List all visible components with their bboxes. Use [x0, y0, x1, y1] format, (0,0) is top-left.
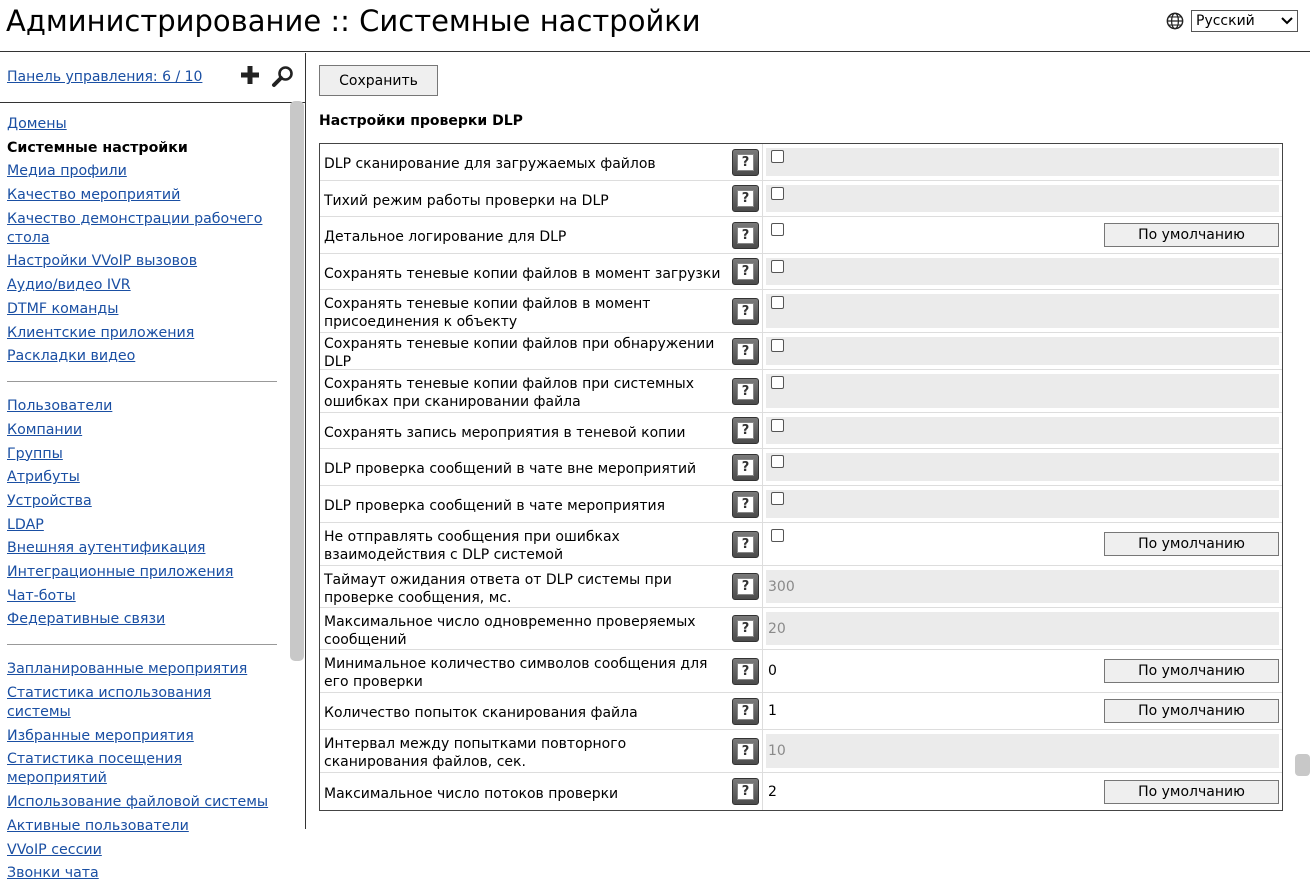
setting-value-cell — [763, 144, 1282, 180]
help-glyph: ? — [737, 303, 754, 320]
sidebar-item[interactable]: Медиа профили — [7, 163, 127, 180]
help-cell — [729, 413, 763, 448]
setting-label: Количество попыток сканирования файла — [324, 705, 638, 721]
setting-row — [320, 773, 1282, 810]
disabled-field — [766, 612, 1279, 645]
help-cell — [729, 523, 763, 565]
help-icon[interactable] — [732, 491, 759, 518]
sidebar-item[interactable]: Раскладки видео — [7, 348, 136, 365]
disabled-field — [766, 374, 1279, 408]
help-glyph: ? — [737, 263, 754, 280]
setting-row — [320, 254, 1282, 290]
help-icon[interactable] — [732, 573, 759, 600]
dashboard-link[interactable]: Панель управления: 6 / 10 — [7, 69, 203, 85]
setting-value-cell — [763, 370, 1282, 412]
dashboard-row — [0, 53, 305, 103]
setting-row — [320, 730, 1282, 773]
setting-row — [320, 413, 1282, 449]
sidebar-item[interactable]: Использование файловой системы — [7, 794, 269, 811]
help-cell — [729, 486, 763, 522]
help-icon[interactable] — [732, 222, 759, 249]
help-cell — [729, 333, 763, 369]
help-glyph: ? — [737, 227, 754, 244]
help-glyph: ? — [737, 743, 754, 760]
help-glyph: ? — [737, 783, 754, 800]
help-glyph: ? — [737, 422, 754, 439]
sidebar-item[interactable]: Статистика использования системы — [7, 685, 212, 721]
default-button[interactable]: По умолчанию — [1104, 780, 1279, 804]
help-glyph: ? — [737, 383, 754, 400]
setting-value-cell — [763, 730, 1282, 772]
language-select[interactable] — [1191, 10, 1298, 32]
help-cell — [729, 370, 763, 412]
setting-label: DLP сканирование для загружаемых файлов — [324, 156, 656, 172]
help-glyph: ? — [737, 459, 754, 476]
setting-label: Сохранять теневые копии файлов при обнаружении DLP — [324, 336, 715, 370]
setting-row — [320, 650, 1282, 693]
setting-label: Минимальное количество символов сообщения для его проверки — [324, 656, 708, 690]
setting-label: Детальное логирование для DLP — [324, 229, 567, 245]
help-cell — [729, 608, 763, 649]
help-icon[interactable] — [732, 658, 759, 685]
help-icon[interactable] — [732, 149, 759, 176]
setting-checkbox[interactable] — [771, 223, 784, 236]
sidebar-item[interactable]: Внешняя аутентификация — [7, 540, 206, 557]
help-icon[interactable] — [732, 454, 759, 481]
setting-number-input: 20 — [768, 620, 786, 637]
setting-row — [320, 333, 1282, 370]
setting-value-cell — [763, 608, 1282, 649]
nav-divider — [7, 381, 277, 382]
sidebar-item[interactable]: Качество мероприятий — [7, 187, 181, 204]
sidebar-item[interactable]: Избранные мероприятия — [7, 727, 194, 744]
setting-label: Тихий режим работы проверки на DLP — [324, 192, 609, 209]
sidebar-item[interactable]: Качество демонстрации рабочего стола — [7, 210, 263, 246]
sidebar-scrollbar[interactable] — [290, 101, 304, 661]
setting-label: Таймаут ожидания ответа от DLP системы при проверке сообщения, мс. — [324, 571, 672, 606]
sidebar-item[interactable]: VVoIP сессии — [7, 841, 102, 858]
help-glyph: ? — [737, 703, 754, 720]
sidebar-item[interactable]: Аудио/видео IVR — [7, 277, 131, 294]
help-icon[interactable] — [732, 378, 759, 405]
setting-row — [320, 693, 1282, 730]
setting-label: Максимальное число одновременно проверяемых сообщений — [324, 613, 696, 648]
help-glyph: ? — [737, 343, 754, 360]
help-cell — [729, 449, 763, 485]
default-button[interactable]: По умолчанию — [1104, 659, 1279, 683]
setting-label: DLP проверка сообщений в чате мероприятия — [324, 498, 666, 514]
sidebar-item[interactable]: DTMF команды — [7, 300, 119, 317]
setting-number-input[interactable]: 0 — [768, 663, 777, 679]
default-button[interactable]: По умолчанию — [1104, 532, 1279, 556]
setting-checkbox[interactable] — [771, 150, 784, 163]
help-cell — [729, 730, 763, 772]
setting-label: Сохранять теневые копии файлов при системных ошибках при сканировании файла — [324, 376, 695, 410]
sidebar-item[interactable]: LDAP — [7, 516, 44, 533]
setting-label: Максимальное число потоков проверки — [324, 785, 619, 802]
setting-row — [320, 523, 1282, 566]
sidebar-item[interactable]: Федеративные связи — [7, 611, 166, 628]
setting-label: Сохранять запись мероприятия в теневой копии — [324, 424, 686, 441]
setting-row — [320, 290, 1282, 333]
setting-value-cell — [763, 773, 1282, 810]
help-glyph: ? — [737, 620, 754, 637]
default-button[interactable]: По умолчанию — [1104, 699, 1279, 723]
disabled-field — [766, 294, 1279, 328]
sidebar-item[interactable]: Устройства — [7, 492, 92, 509]
setting-row — [320, 370, 1282, 413]
help-icon[interactable] — [732, 698, 759, 725]
sidebar-item[interactable]: Чат-боты — [7, 587, 76, 604]
help-cell — [729, 650, 763, 692]
setting-value-cell — [763, 523, 1282, 565]
nav-group-statistics — [0, 660, 290, 883]
sidebar-item[interactable]: Группы — [7, 445, 63, 462]
sidebar-item[interactable]: Клиентские приложения — [7, 324, 195, 341]
sidebar-item[interactable]: Запланированные мероприятия — [7, 661, 248, 678]
help-icon[interactable] — [732, 531, 759, 558]
help-icon[interactable] — [732, 338, 759, 365]
settings-table — [319, 143, 1283, 811]
setting-value-cell — [763, 449, 1282, 485]
setting-row — [320, 449, 1282, 486]
language-selector-wrap — [1166, 10, 1298, 32]
main-content — [306, 53, 1310, 829]
disabled-field — [766, 337, 1279, 365]
setting-row — [320, 486, 1282, 523]
setting-label: DLP проверка сообщений в чате вне мероприятий — [324, 461, 697, 477]
section-title: Настройки проверки DLP — [319, 113, 523, 129]
setting-number-input: 10 — [768, 743, 786, 759]
setting-label: Сохранять теневые копии файлов в момент присоединения к объекту — [324, 296, 651, 330]
help-cell — [729, 144, 763, 180]
sidebar-item[interactable]: Статистика посещения мероприятий — [7, 751, 183, 787]
setting-checkbox[interactable] — [771, 492, 784, 505]
disabled-field — [766, 490, 1279, 518]
setting-row — [320, 608, 1282, 650]
search-icon[interactable] — [272, 65, 294, 87]
setting-checkbox[interactable] — [771, 529, 784, 542]
help-cell — [729, 217, 763, 253]
help-glyph: ? — [737, 190, 754, 207]
setting-value-cell — [763, 486, 1282, 522]
setting-number-input[interactable]: 1 — [768, 703, 777, 719]
help-icon[interactable] — [732, 615, 759, 642]
chevron-down-icon — [1280, 16, 1294, 26]
setting-checkbox[interactable] — [771, 455, 784, 468]
save-button[interactable]: Сохранить — [319, 65, 438, 96]
setting-label: Не отправлять сообщения при ошибках взаимодействия с DLP системой — [324, 529, 620, 563]
page-header — [0, 0, 1310, 52]
help-cell — [729, 254, 763, 289]
setting-checkbox[interactable] — [771, 260, 784, 273]
globe-icon — [1166, 12, 1184, 30]
help-cell — [729, 566, 763, 607]
disabled-field — [766, 417, 1279, 444]
sidebar-item[interactable]: Интеграционные приложения — [7, 564, 234, 580]
disabled-field — [766, 185, 1279, 212]
help-cell — [729, 693, 763, 729]
setting-row — [320, 181, 1282, 217]
help-icon[interactable] — [732, 298, 759, 325]
sidebar-item[interactable]: Домены — [7, 116, 67, 132]
setting-row — [320, 566, 1282, 608]
help-icon[interactable] — [732, 417, 759, 444]
help-icon[interactable] — [732, 778, 759, 805]
setting-value-cell — [763, 650, 1282, 692]
main-scrollbar[interactable] — [1295, 754, 1310, 776]
help-icon[interactable] — [732, 258, 759, 285]
help-icon[interactable] — [732, 185, 759, 212]
sidebar-item[interactable]: Звонки чата — [7, 865, 99, 882]
setting-row — [320, 144, 1282, 181]
setting-label: Сохранять теневые копии файлов в момент загрузки — [324, 265, 721, 282]
setting-value-cell — [763, 693, 1282, 729]
help-glyph: ? — [737, 536, 754, 553]
setting-row — [320, 217, 1282, 254]
help-cell — [729, 181, 763, 216]
nav-group-settings — [0, 103, 290, 366]
setting-number-input: 300 — [768, 578, 795, 595]
help-icon[interactable] — [732, 738, 759, 765]
sidebar-item[interactable]: Системные настройки — [7, 139, 188, 156]
setting-checkbox[interactable] — [771, 339, 784, 352]
nav-group-users — [0, 397, 290, 629]
language-select-value: Русский — [1196, 13, 1255, 29]
disabled-field — [766, 570, 1279, 603]
sidebar-item[interactable]: Активные пользователи — [7, 817, 189, 834]
help-glyph: ? — [737, 663, 754, 680]
sidebar-item[interactable]: Пользователи — [7, 398, 113, 415]
setting-value-cell — [763, 254, 1282, 289]
setting-checkbox[interactable] — [771, 187, 784, 200]
default-button[interactable]: По умолчанию — [1104, 223, 1279, 247]
setting-value-cell — [763, 181, 1282, 216]
page-title: Администрирование :: Системные настройки — [6, 4, 701, 38]
sidebar-nav — [0, 103, 290, 888]
setting-checkbox[interactable] — [771, 419, 784, 432]
help-glyph: ? — [737, 496, 754, 513]
setting-value-cell — [763, 566, 1282, 607]
setting-value-cell — [763, 413, 1282, 448]
sidebar-item[interactable]: Настройки VVoIP вызовов — [7, 253, 198, 270]
nav-divider — [7, 644, 277, 645]
help-glyph: ? — [737, 578, 754, 595]
setting-label: Интервал между попытками повторного сканирования файлов, сек. — [324, 736, 627, 770]
setting-value-cell — [763, 217, 1282, 253]
setting-value-cell — [763, 333, 1282, 369]
sidebar-item[interactable]: Компании — [7, 421, 83, 438]
disabled-field — [766, 258, 1279, 285]
setting-checkbox[interactable] — [771, 376, 784, 389]
sidebar-item[interactable]: Атрибуты — [7, 469, 80, 486]
setting-value-cell — [763, 290, 1282, 332]
disabled-field — [766, 734, 1279, 768]
plus-icon[interactable] — [241, 66, 259, 84]
help-cell — [729, 290, 763, 332]
help-glyph: ? — [737, 154, 754, 171]
setting-number-input[interactable]: 2 — [768, 783, 777, 800]
disabled-field — [766, 453, 1279, 481]
setting-checkbox[interactable] — [771, 296, 784, 309]
sidebar — [0, 53, 306, 882]
help-cell — [729, 773, 763, 810]
disabled-field — [766, 148, 1279, 176]
